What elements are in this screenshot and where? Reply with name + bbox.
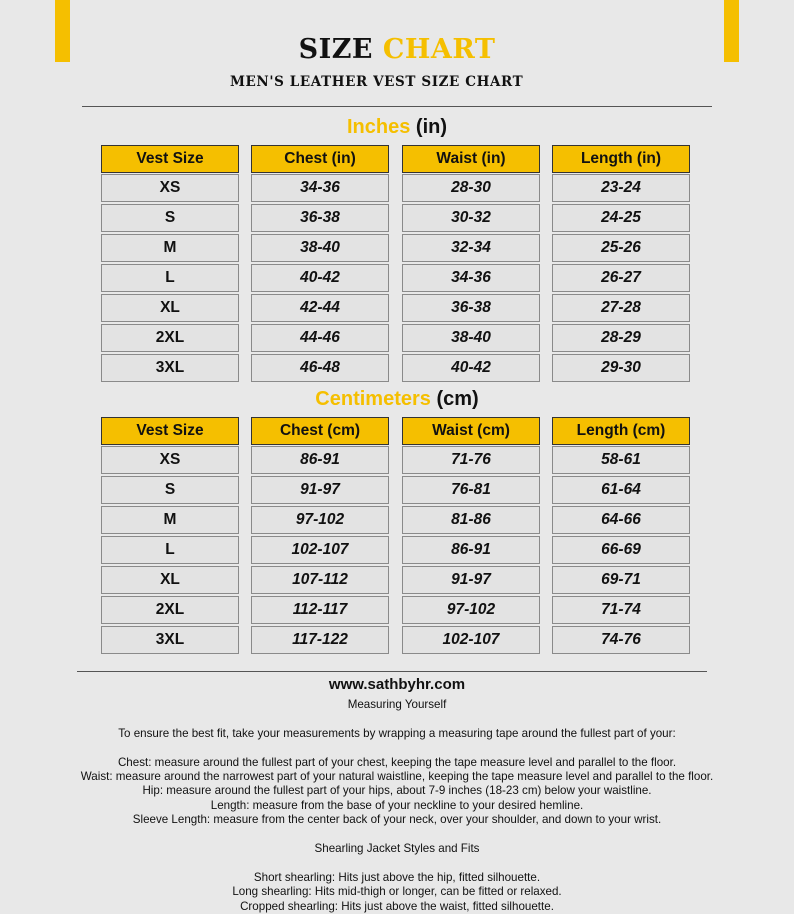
inches-cell-size: 2XL (101, 324, 239, 352)
centimeters-cell-waist: 91-97 (402, 566, 540, 594)
long-shearling-note: Long shearling: Hits mid-thigh or longer, can be fitted or relaxed. (232, 885, 562, 899)
centimeters-cell-chest: 91-97 (251, 476, 389, 504)
inches-cell-length: 27-28 (552, 294, 690, 322)
inches-cell-chest: 44-46 (251, 324, 389, 352)
hip-instruction: Hip: measure around the fullest part of your hips, about 7-9 inches (18-23 cm) below your waistline. (142, 784, 652, 798)
cropped-shearling-note: Cropped shearling: Hits just above the waist, fitted silhouette. (240, 899, 554, 913)
inches-cell-waist: 28-30 (402, 174, 540, 202)
inches-cell-length: 25-26 (552, 234, 690, 262)
centimeters-cell-size: 2XL (101, 596, 239, 624)
bottom-divider (77, 671, 707, 672)
inches-cell-size: 3XL (101, 354, 239, 382)
inches-cell-length: 29-30 (552, 354, 690, 382)
centimeters-cell-waist: 86-91 (402, 536, 540, 564)
short-shearling-note: Short shearling: Hits just above the hip, fitted silhouette. (253, 870, 541, 884)
top-divider (82, 106, 712, 107)
inches-cell-waist: 32-34 (402, 234, 540, 262)
inches-header-length: Length (in) (552, 145, 690, 173)
inches-title-unit: (in) (415, 116, 447, 138)
centimeters-header-size: Vest Size (101, 417, 239, 445)
inches-title-word: Inches (346, 116, 411, 138)
chest-instruction: Chest: measure around the fullest part of your chest, keeping the tape measure level and parallel to the floor. (117, 755, 677, 769)
centimeters-cell-chest: 117-122 (251, 626, 389, 654)
centimeters-header-waist: Waist (cm) (402, 417, 540, 445)
inches-section-title (0, 116, 794, 139)
page-subtitle: MEN'S LEATHER VEST SIZE CHART (230, 74, 524, 90)
measuring-intro: To ensure the best fit, take your measurements by wrapping a measuring tape around the fullest part of your: (118, 726, 676, 740)
centimeters-cell-size: M (101, 506, 239, 534)
inches-cell-chest: 36-38 (251, 204, 389, 232)
centimeters-cell-waist: 102-107 (402, 626, 540, 654)
page-title (0, 34, 794, 65)
inches-cell-size: M (101, 234, 239, 262)
inches-header-size: Vest Size (101, 145, 239, 173)
inches-cell-length: 23-24 (552, 174, 690, 202)
inches-cell-chest: 40-42 (251, 264, 389, 292)
inches-cell-waist: 36-38 (402, 294, 540, 322)
centimeters-cell-chest: 97-102 (251, 506, 389, 534)
centimeters-cell-length: 58-61 (552, 446, 690, 474)
inches-cell-chest: 42-44 (251, 294, 389, 322)
centimeters-cell-chest: 112-117 (251, 596, 389, 624)
website-url: www.sathbyhr.com (328, 676, 466, 693)
centimeters-section-title (0, 388, 794, 411)
sleeve-instruction: Sleeve Length: measure from the center back of your neck, over your shoulder, and down to your wrist. (132, 813, 662, 827)
inches-cell-size: S (101, 204, 239, 232)
inches-header-waist: Waist (in) (402, 145, 540, 173)
centimeters-cell-size: XS (101, 446, 239, 474)
centimeters-title-unit: (cm) (436, 388, 479, 410)
centimeters-cell-length: 69-71 (552, 566, 690, 594)
inches-cell-chest: 38-40 (251, 234, 389, 262)
inches-cell-chest: 34-36 (251, 174, 389, 202)
inches-cell-length: 28-29 (552, 324, 690, 352)
centimeters-cell-length: 74-76 (552, 626, 690, 654)
inches-cell-waist: 38-40 (402, 324, 540, 352)
centimeters-cell-chest: 102-107 (251, 536, 389, 564)
centimeters-cell-length: 61-64 (552, 476, 690, 504)
centimeters-cell-chest: 86-91 (251, 446, 389, 474)
measuring-title: Measuring Yourself (347, 698, 447, 711)
centimeters-cell-size: S (101, 476, 239, 504)
inches-cell-waist: 34-36 (402, 264, 540, 292)
inches-cell-waist: 30-32 (402, 204, 540, 232)
centimeters-cell-size: XL (101, 566, 239, 594)
centimeters-cell-waist: 97-102 (402, 596, 540, 624)
centimeters-cell-waist: 81-86 (402, 506, 540, 534)
inches-header-chest: Chest (in) (251, 145, 389, 173)
centimeters-header-length: Length (cm) (552, 417, 690, 445)
centimeters-cell-size: 3XL (101, 626, 239, 654)
centimeters-cell-waist: 76-81 (402, 476, 540, 504)
centimeters-title-word: Centimeters (315, 388, 431, 410)
title-size: SIZE (298, 34, 373, 65)
styles-title: Shearling Jacket Styles and Fits (314, 842, 480, 856)
centimeters-cell-length: 66-69 (552, 536, 690, 564)
centimeters-cell-length: 64-66 (552, 506, 690, 534)
centimeters-cell-waist: 71-76 (402, 446, 540, 474)
inches-cell-size: L (101, 264, 239, 292)
inches-cell-chest: 46-48 (251, 354, 389, 382)
inches-cell-length: 24-25 (552, 204, 690, 232)
centimeters-cell-length: 71-74 (552, 596, 690, 624)
inches-cell-waist: 40-42 (402, 354, 540, 382)
title-chart: CHART (382, 34, 496, 65)
centimeters-cell-size: L (101, 536, 239, 564)
measurement-notes (0, 698, 794, 914)
centimeters-header-chest: Chest (cm) (251, 417, 389, 445)
inches-cell-size: XS (101, 174, 239, 202)
length-instruction: Length: measure from the base of your neckline to your desired hemline. (210, 798, 584, 812)
inches-cell-length: 26-27 (552, 264, 690, 292)
centimeters-cell-chest: 107-112 (251, 566, 389, 594)
waist-instruction: Waist: measure around the narrowest part of your natural waistline, keeping the tape measure level and parallel to the floor. (80, 770, 714, 783)
inches-cell-size: XL (101, 294, 239, 322)
